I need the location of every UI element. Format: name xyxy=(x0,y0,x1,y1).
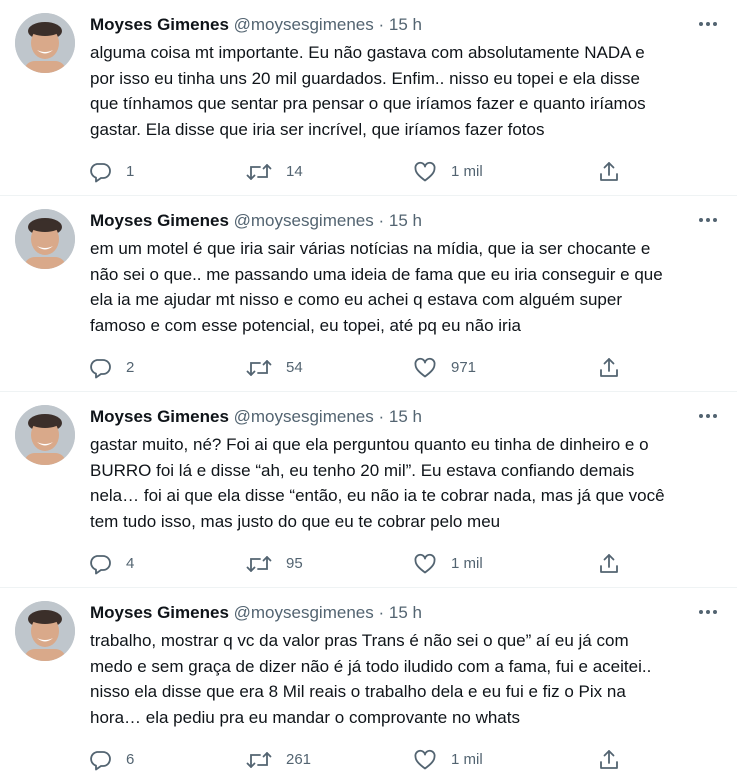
tweet-header xyxy=(90,602,422,624)
reply-icon xyxy=(88,356,112,380)
avatar-photo xyxy=(15,13,75,73)
separator-dot: · xyxy=(378,407,385,426)
tweet-3[interactable] xyxy=(0,392,737,588)
reply-icon xyxy=(88,160,112,184)
like-button[interactable] xyxy=(413,552,483,576)
tweet-text-line: nela… foi ai que ela disse “então, eu não ia te cobrar nada, mas já que você xyxy=(90,486,665,505)
reply-button[interactable] xyxy=(88,160,134,184)
retweet-icon xyxy=(246,552,272,576)
separator-dot: · xyxy=(378,15,385,34)
tweet-text-line: tem tudo isso, mas justo do que eu te cobrar pelo meu xyxy=(90,511,501,531)
heart-icon xyxy=(413,748,437,772)
share-icon xyxy=(597,160,621,184)
tweet-time[interactable]: 15 h xyxy=(388,603,422,622)
avatar[interactable] xyxy=(15,405,75,465)
share-button[interactable] xyxy=(597,160,621,184)
reply-button[interactable] xyxy=(88,356,134,380)
like-button[interactable] xyxy=(413,160,483,184)
more-button[interactable] xyxy=(697,14,719,34)
separator-dot: · xyxy=(378,603,385,622)
retweet-icon xyxy=(246,356,272,380)
retweet-count: 95 xyxy=(286,555,303,572)
tweet-actions xyxy=(88,356,628,380)
retweet-count: 54 xyxy=(286,359,303,376)
more-icon xyxy=(698,609,718,615)
tweet-4[interactable] xyxy=(0,588,737,779)
tweet-text-line: não sei o que.. me passando uma ideia de fama que eu iria conseguir e que xyxy=(90,264,663,284)
retweet-icon xyxy=(246,748,272,772)
avatar-photo xyxy=(15,601,75,661)
tweet-text-line: gastar muito, né? Foi ai que ela perguntou quanto eu tinha de dinheiro e o xyxy=(90,435,649,454)
author-handle[interactable]: @moysesgimenes xyxy=(233,15,374,34)
reply-count: 4 xyxy=(126,555,135,572)
tweet-text-line: BURRO foi lá e disse “ah, eu tenho 20 mil”. Eu estava confiando demais xyxy=(90,460,635,480)
reply-count: 2 xyxy=(126,359,135,376)
reply-icon xyxy=(88,748,112,772)
tweet-header xyxy=(90,14,422,36)
more-button[interactable] xyxy=(697,210,719,230)
tweet-text xyxy=(90,628,720,730)
tweet-2[interactable] xyxy=(0,196,737,392)
share-button[interactable] xyxy=(597,552,621,576)
retweet-button[interactable] xyxy=(246,160,303,184)
tweet-text-line: famoso e com esse potencial, eu topei, até pq eu não iria xyxy=(90,315,521,335)
tweet-time[interactable]: 15 h xyxy=(388,407,422,426)
tweet-text-line: em um motel é que iria sair várias notícias na mídia, que ia ser chocante e xyxy=(90,239,651,258)
share-icon xyxy=(597,356,621,380)
like-button[interactable] xyxy=(413,356,476,380)
retweet-count: 14 xyxy=(286,163,303,180)
share-icon xyxy=(597,552,621,576)
retweet-button[interactable] xyxy=(246,552,303,576)
more-button[interactable] xyxy=(697,406,719,426)
tweet-header xyxy=(90,406,422,428)
avatar-photo xyxy=(15,209,75,269)
like-button[interactable] xyxy=(413,748,483,772)
tweet-text-line: gastar. Ela disse que iria ser incrível, que iríamos fazer fotos xyxy=(90,119,545,139)
more-icon xyxy=(698,217,718,223)
tweet-text-line: alguma coisa mt importante. Eu não gastava com absolutamente NADA e xyxy=(90,43,645,62)
like-count: 1 mil xyxy=(451,163,483,180)
tweet-header xyxy=(90,210,422,232)
reply-count: 6 xyxy=(126,751,135,768)
more-icon xyxy=(698,413,718,419)
reply-button[interactable] xyxy=(88,552,134,576)
separator-dot: · xyxy=(378,211,385,230)
author-name[interactable]: Moyses Gimenes xyxy=(90,603,229,622)
heart-icon xyxy=(413,356,437,380)
reply-icon xyxy=(88,552,112,576)
avatar[interactable] xyxy=(15,13,75,73)
tweet-text-line: que tínhamos que sentar pra pensar o que iríamos fazer e quanto iríamos xyxy=(90,94,646,113)
tweet-text-line: nisso ela disse que era 8 Mil reais o trabalho dela e eu fui e fiz o Pix na xyxy=(90,682,626,701)
tweet-text xyxy=(90,40,720,142)
retweet-icon xyxy=(246,160,272,184)
heart-icon xyxy=(413,552,437,576)
tweet-text-line: ela ia me ajudar mt nisso e como eu achei q estava com alguém super xyxy=(90,290,622,309)
like-count: 1 mil xyxy=(451,751,483,768)
tweet-text-line: hora… ela pediu pra eu mandar o comprovante no whats xyxy=(90,707,520,727)
author-handle[interactable]: @moysesgimenes xyxy=(233,211,374,230)
share-icon xyxy=(597,748,621,772)
avatar-photo xyxy=(15,405,75,465)
author-handle[interactable]: @moysesgimenes xyxy=(233,603,374,622)
reply-count: 1 xyxy=(126,163,135,180)
like-count: 971 xyxy=(451,359,477,376)
tweet-1[interactable] xyxy=(0,0,737,196)
share-button[interactable] xyxy=(597,748,621,772)
tweet-text-line: por isso eu tinha uns 20 mil guardados. Enfim.. nisso eu topei e ela disse xyxy=(90,68,640,88)
heart-icon xyxy=(413,160,437,184)
more-button[interactable] xyxy=(697,602,719,622)
tweet-time[interactable]: 15 h xyxy=(388,15,422,34)
tweet-actions xyxy=(88,748,628,772)
author-name[interactable]: Moyses Gimenes xyxy=(90,15,229,34)
tweet-text xyxy=(90,432,720,534)
tweet-actions xyxy=(88,552,628,576)
retweet-button[interactable] xyxy=(246,356,303,380)
retweet-button[interactable] xyxy=(246,748,311,772)
like-count: 1 mil xyxy=(451,555,483,572)
tweet-text-line: medo e sem graça de dizer não é já todo iludido com a fama, fui e aceitei.. xyxy=(90,656,652,676)
author-handle[interactable]: @moysesgimenes xyxy=(233,407,374,426)
author-name[interactable]: Moyses Gimenes xyxy=(90,211,229,230)
tweet-text-line: trabalho, mostrar q vc da valor pras Trans é não sei o que” aí eu já com xyxy=(90,631,629,650)
share-button[interactable] xyxy=(597,356,621,380)
author-name[interactable]: Moyses Gimenes xyxy=(90,407,229,426)
more-icon xyxy=(698,21,718,27)
reply-button[interactable] xyxy=(88,748,134,772)
retweet-count: 261 xyxy=(286,751,312,768)
avatar[interactable] xyxy=(15,601,75,661)
avatar[interactable] xyxy=(15,209,75,269)
tweet-actions xyxy=(88,160,628,184)
tweet-text xyxy=(90,236,720,338)
tweet-time[interactable]: 15 h xyxy=(388,211,422,230)
